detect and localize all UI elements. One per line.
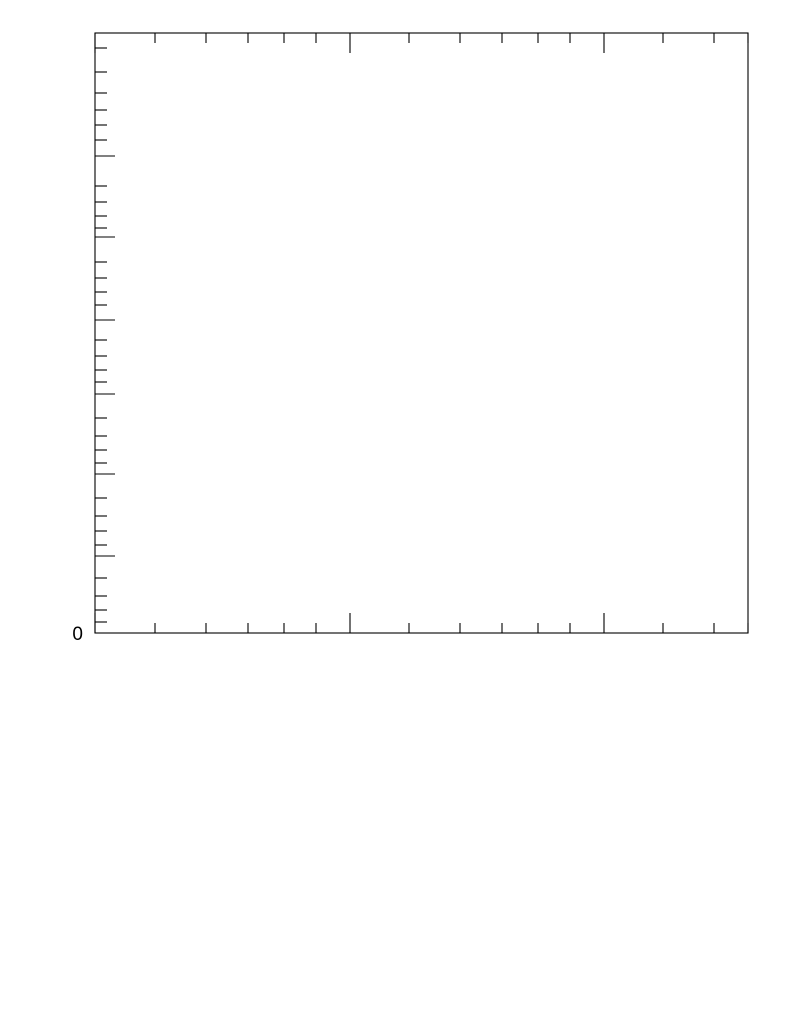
y-axis-right-ticks [728,33,748,633]
y-axis-left-ticks [95,33,115,633]
y-axis-tick-label-0: 0 [72,624,83,645]
x-axis-bottom-ticks [95,613,748,633]
x-axis-top-ticks [95,33,748,53]
plot-frame [95,33,748,633]
axes-box [95,33,748,633]
